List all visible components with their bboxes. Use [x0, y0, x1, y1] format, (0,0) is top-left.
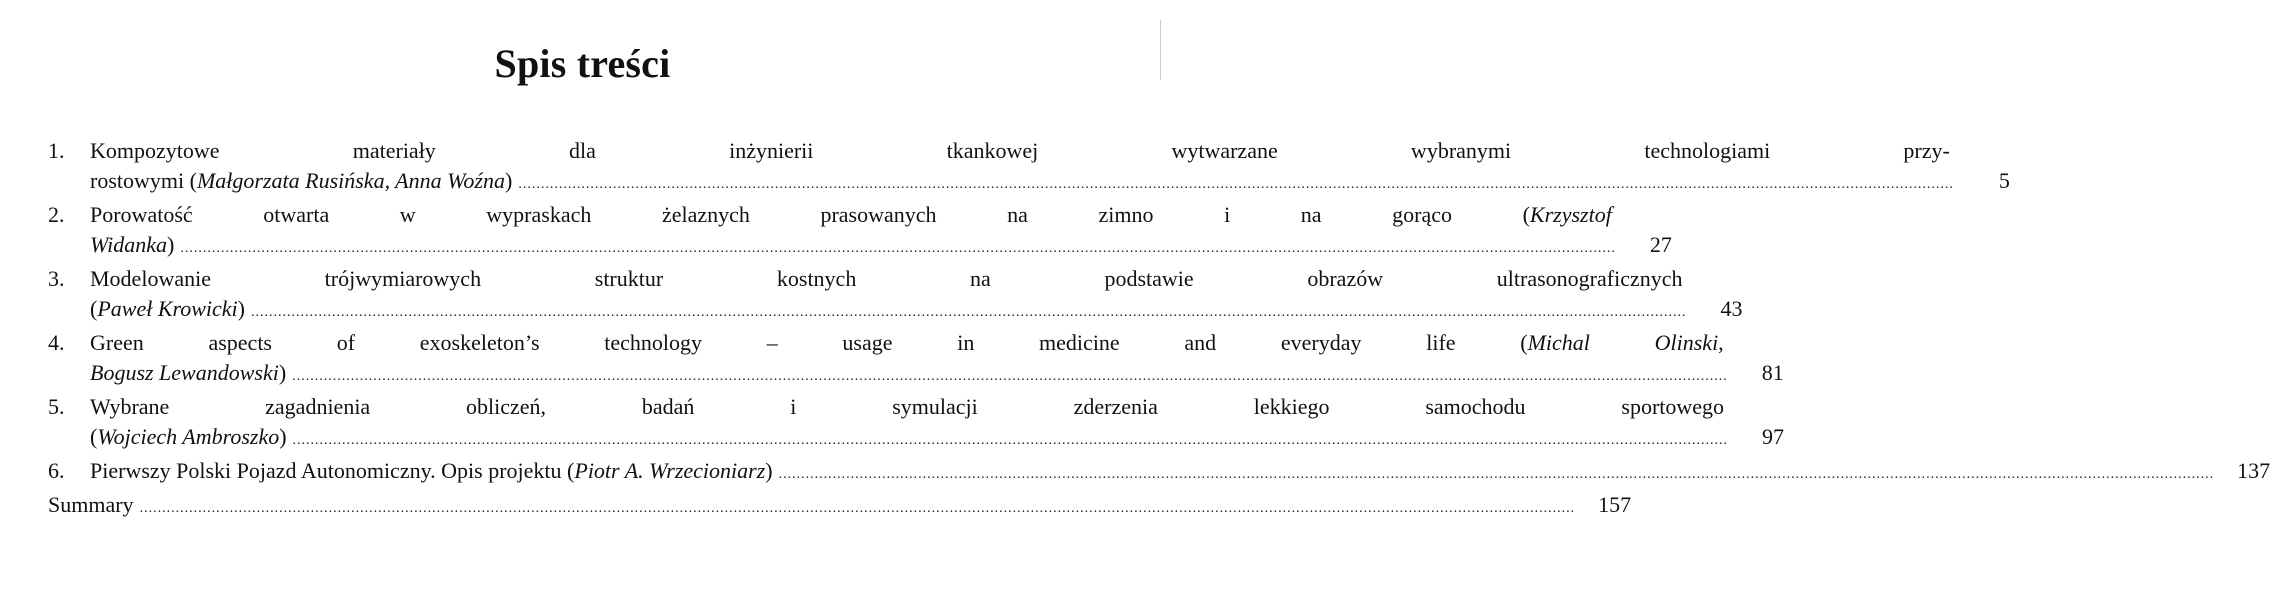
summary-page: 157 — [1598, 492, 1632, 517]
toc-entry-title-line: Kompozytowe materiały dla inżynierii tkankowej wytwarzane wybranymi technologiami przy- — [90, 138, 1950, 163]
dot-leader — [292, 362, 1728, 392]
toc-entry-title-line: Green aspects of exoskeleton’s technology – usage in medicine and everyday life (Michal Olinski, — [90, 330, 1724, 355]
toc-entry-author: Widanka — [90, 232, 167, 257]
toc-entry-page: 43 — [1720, 296, 1743, 321]
toc-entry-author: Małgorzata Rusińska, Anna Woźna — [196, 168, 505, 193]
toc-entry-6[interactable] — [48, 456, 2270, 490]
dot-leader — [140, 494, 1576, 524]
toc-entry-title-line: (Wojciech Ambroszko) — [90, 424, 287, 449]
toc-entry-page: 5 — [1998, 168, 2010, 193]
toc-entry-1[interactable] — [48, 136, 2010, 200]
toc-entry-author: Piotr A. Wrzecioniarz — [574, 458, 766, 483]
toc-entry-number: 1. — [48, 138, 65, 163]
toc-entry-title-line: Pierwszy Polski Pojazd Autonomiczny. Opis projektu (Piotr A. Wrzecioniarz) — [90, 458, 773, 483]
toc-entry-number: 5. — [48, 394, 65, 419]
toc-entry-author: Michal Olinski, — [1527, 330, 1724, 355]
toc-entry-page: 27 — [1649, 232, 1672, 257]
dot-leader — [180, 234, 1616, 264]
table-of-contents — [48, 136, 2270, 524]
toc-entry-5[interactable] — [48, 392, 1785, 456]
dot-leader — [779, 460, 2215, 490]
toc-entry-author: Bogusz Lewandowski — [90, 360, 279, 385]
toc-entry-number: 2. — [48, 202, 65, 227]
toc-entry-title-line: Wybrane zagadnienia obliczeń, badań i symulacji zderzenia lekkiego samochodu sportowego — [90, 394, 1725, 419]
dot-leader — [518, 170, 1954, 200]
toc-entry-author: Krzysztof — [1529, 202, 1612, 227]
toc-entry-title-line: (Paweł Krowicki) — [90, 296, 245, 321]
summary-label: Summary — [48, 492, 134, 517]
toc-entry-page: 137 — [2237, 458, 2270, 483]
toc-entry-title-line: Bogusz Lewandowski) — [90, 360, 287, 385]
toc-entry-number: 4. — [48, 330, 65, 355]
toc-entry-title-line: rostowymi (Małgorzata Rusińska, Anna Woźna) — [90, 168, 513, 193]
dot-leader — [293, 426, 1729, 456]
toc-entry-page: 81 — [1761, 360, 1784, 385]
toc-entry-4[interactable] — [48, 328, 1784, 392]
toc-entry-number: 3. — [48, 266, 65, 291]
toc-entry-2[interactable] — [48, 200, 1672, 264]
toc-entry-title-line: Widanka) — [90, 232, 175, 257]
toc-entry-title-line: Modelowanie trójwymiarowych struktur kostnych na podstawie obrazów ultrasonograficznych — [90, 266, 1683, 291]
toc-entry-number: 6. — [48, 458, 65, 483]
toc-entry-3[interactable] — [48, 264, 1743, 328]
toc-entry-page: 97 — [1762, 424, 1785, 449]
page-title: Spis treści — [494, 41, 671, 86]
toc-entry-author: Paweł Krowicki — [97, 296, 238, 321]
toc-entry-summary[interactable] — [48, 490, 1632, 524]
toc-entry-title-line: Porowatość otwarta w wypraskach żelaznych prasowanych na zimno i na gorąco (Krzysztof — [90, 202, 1612, 227]
toc-entry-author: Wojciech Ambroszko — [97, 424, 280, 449]
dot-leader — [251, 298, 1687, 328]
